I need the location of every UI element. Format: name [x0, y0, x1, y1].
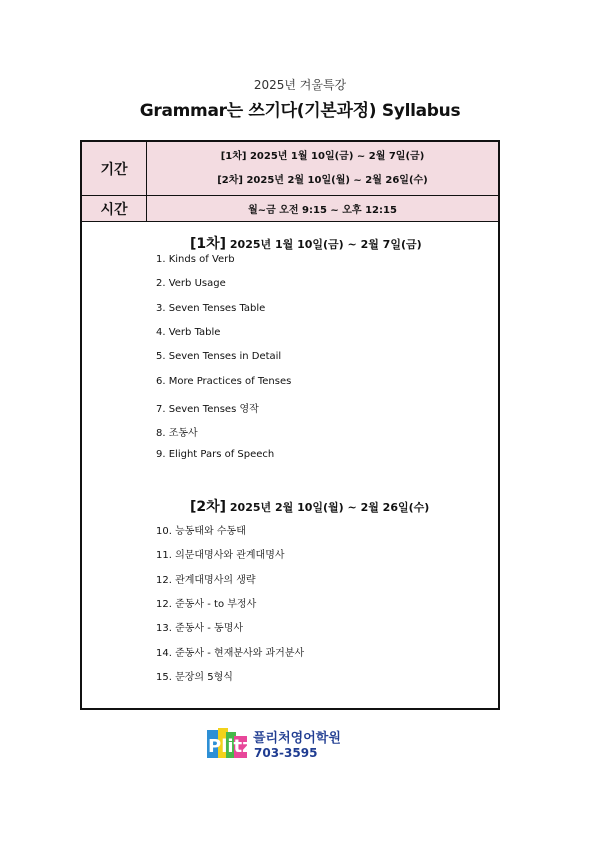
session2-tag: [2차]: [190, 499, 227, 515]
session2-dates: 2025년 2월 10일(월) ~ 2월 26일(수): [229, 501, 430, 514]
time-label: 시간: [82, 196, 147, 221]
session1-heading: [190, 233, 422, 253]
list-item: 7. Seven Tenses 영작: [156, 404, 259, 415]
period-line-2: [2차] 2025년 2월 10일(월) ~ 2월 26일(수): [217, 174, 428, 186]
academy-name: 플리처영어학원: [253, 731, 341, 746]
list-item: 1. Kinds of Verb: [156, 254, 235, 265]
list-item: 3. Seven Tenses Table: [156, 303, 266, 314]
syllabus-box: [80, 140, 500, 710]
list-item: 15. 문장의 5형식: [156, 672, 233, 683]
list-item: 9. Elight Pars of Speech: [156, 449, 275, 460]
page-title: Grammar는 쓰기다(기본과정) Syllabus: [139, 101, 461, 121]
logo-text: Plitz: [208, 736, 253, 757]
session1-dates: 2025년 1월 10일(금) ~ 2월 7일(금): [229, 238, 422, 251]
list-item: 6. More Practices of Tenses: [156, 376, 292, 387]
time-value: 월~금 오전 9:15 ~ 오후 12:15: [147, 196, 498, 221]
list-item: 2. Verb Usage: [156, 278, 226, 289]
subtitle: 2025년 겨울특강: [253, 78, 347, 92]
list-item: 5. Seven Tenses in Detail: [156, 351, 282, 362]
list-item: 10. 능동태와 수동태: [156, 526, 246, 537]
academy-phone: 703-3595: [254, 746, 318, 760]
session2-heading: [190, 496, 429, 516]
plitz-logo: [207, 728, 253, 760]
period-label: 기간: [82, 142, 147, 195]
list-item: 14. 준동사 - 현재분사와 과거분사: [156, 648, 305, 659]
list-item: 11. 의문대명사와 관계대명사: [156, 550, 285, 561]
list-item: 13. 준동사 - 동명사: [156, 623, 244, 634]
period-row: [82, 142, 498, 196]
list-item: 8. 조동사: [156, 428, 198, 439]
list-item: 4. Verb Table: [156, 327, 221, 338]
session1-tag: [1차]: [190, 236, 227, 252]
list-item: 12. 준동사 - to 부정사: [156, 599, 257, 610]
list-item: 12. 관계대명사의 생략: [156, 575, 256, 586]
period-value: [147, 142, 498, 195]
time-row: [82, 196, 498, 222]
period-line-1: [1차] 2025년 1월 10일(금) ~ 2월 7일(금): [220, 150, 425, 162]
